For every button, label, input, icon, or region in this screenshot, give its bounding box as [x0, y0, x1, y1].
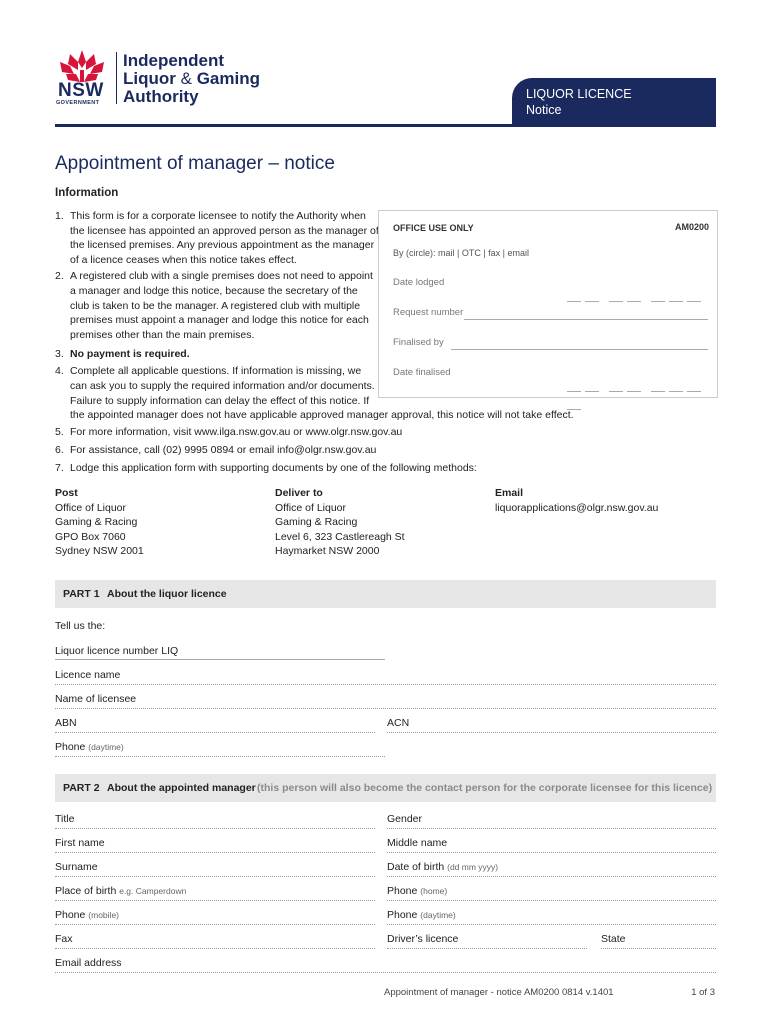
phone-day-input[interactable]	[387, 924, 716, 925]
licence-number-label: Liquor licence number LIQ	[55, 645, 179, 657]
state-input[interactable]	[601, 948, 716, 949]
part2-title: About the appointed manager	[107, 782, 256, 794]
nsw-logo	[52, 48, 112, 108]
logo-divider	[116, 52, 117, 104]
first-name-label: First name	[55, 837, 105, 849]
drivers-licence-label: Driver’s licence	[387, 933, 459, 945]
dob-input[interactable]	[387, 876, 716, 877]
licence-name-input[interactable]	[55, 684, 716, 685]
surname-input[interactable]	[55, 876, 375, 877]
part1-header	[55, 580, 716, 608]
method-deliver: Deliver to Office of Liquor Gaming & Racing Level 6, 323 Castlereagh St Haymarket NSW 2000	[275, 487, 405, 558]
pob-label: Place of birth e.g. Camperdown	[55, 885, 187, 897]
method-email: Email liquorapplications@olgr.nsw.gov.au	[495, 487, 659, 514]
phone-mobile-label: Phone (mobile)	[55, 909, 119, 921]
acn-input[interactable]	[387, 732, 716, 733]
first-name-input[interactable]	[55, 852, 375, 853]
method-post: Post Office of Liquor Gaming & Racing GPO Box 7060 Sydney NSW 2001	[55, 487, 144, 558]
org-line-1: Independent	[123, 51, 225, 70]
finalised-by-label: Finalised by	[393, 337, 444, 348]
email-input[interactable]	[55, 972, 716, 973]
abn-label: ABN	[55, 717, 77, 729]
waratah-icon	[56, 48, 108, 84]
liquor-licence-badge	[512, 78, 716, 124]
date-finalised-label: Date finalised	[393, 367, 451, 378]
info-heading: Information	[55, 187, 119, 199]
part1-label: PART 1	[63, 588, 100, 600]
fax-label: Fax	[55, 933, 73, 945]
part1-phone-input[interactable]	[55, 756, 385, 757]
licence-number-input[interactable]	[55, 659, 385, 660]
header-rule	[55, 124, 716, 127]
title-label: Title	[55, 813, 75, 825]
acn-label: ACN	[387, 717, 410, 729]
phone-mobile-input[interactable]	[55, 924, 375, 925]
part2-note: (this person will also become the contact person for the corporate licensee for this licence)	[257, 782, 713, 794]
page-number: 1 of 3	[691, 987, 715, 998]
org-line-3: Authority	[123, 87, 199, 106]
org-line-2: Liquor & Gaming	[123, 69, 260, 88]
gender-input[interactable]	[387, 828, 716, 829]
request-number-label: Request number	[393, 307, 464, 318]
phone-home-input[interactable]	[387, 900, 716, 901]
middle-name-label: Middle name	[387, 837, 448, 849]
government-wordmark: GOVERNMENT	[56, 100, 100, 106]
licensee-label: Name of licensee	[55, 693, 137, 705]
page-title: Appointment of manager – notice	[55, 153, 335, 174]
request-number-field	[464, 319, 708, 320]
dob-label: Date of birth (dd mm yyyy)	[387, 861, 499, 873]
phone-day-label: Phone (daytime)	[387, 909, 456, 921]
drivers-licence-input[interactable]	[387, 948, 587, 949]
abn-input[interactable]	[55, 732, 375, 733]
part1-phone-label: Phone (daytime)	[55, 741, 124, 753]
badge-title: LIQUOR LICENCE	[526, 87, 632, 101]
part1-title: About the liquor licence	[107, 588, 227, 600]
state-label: State	[601, 933, 626, 945]
date-lodged-label: Date lodged	[393, 277, 445, 288]
org-name	[123, 52, 260, 106]
form-code: AM0200	[674, 222, 709, 232]
surname-label: Surname	[55, 861, 98, 873]
licence-name-label: Licence name	[55, 669, 121, 681]
title-input[interactable]	[55, 828, 375, 829]
part2-header	[55, 774, 716, 802]
office-use-box	[378, 210, 718, 398]
licensee-input[interactable]	[55, 708, 716, 709]
part1-intro: Tell us the:	[55, 620, 106, 632]
badge-subtitle: Notice	[526, 103, 562, 117]
nsw-wordmark: NSW	[58, 80, 104, 101]
date-finalised-field	[567, 379, 717, 415]
email-label: Email address	[55, 957, 122, 969]
footer-doc-ref: Appointment of manager - notice AM0200 0814 v.1401	[384, 987, 614, 998]
finalised-by-field	[451, 349, 708, 350]
pob-input[interactable]	[55, 900, 375, 901]
by-circle: By (circle): mail | OTC | fax | email	[393, 248, 530, 258]
office-use-title: OFFICE USE ONLY	[393, 223, 474, 233]
fax-input[interactable]	[55, 948, 375, 949]
gender-label: Gender	[387, 813, 423, 825]
middle-name-input[interactable]	[387, 852, 716, 853]
part2-label: PART 2	[63, 782, 100, 794]
phone-home-label: Phone (home)	[387, 885, 448, 897]
